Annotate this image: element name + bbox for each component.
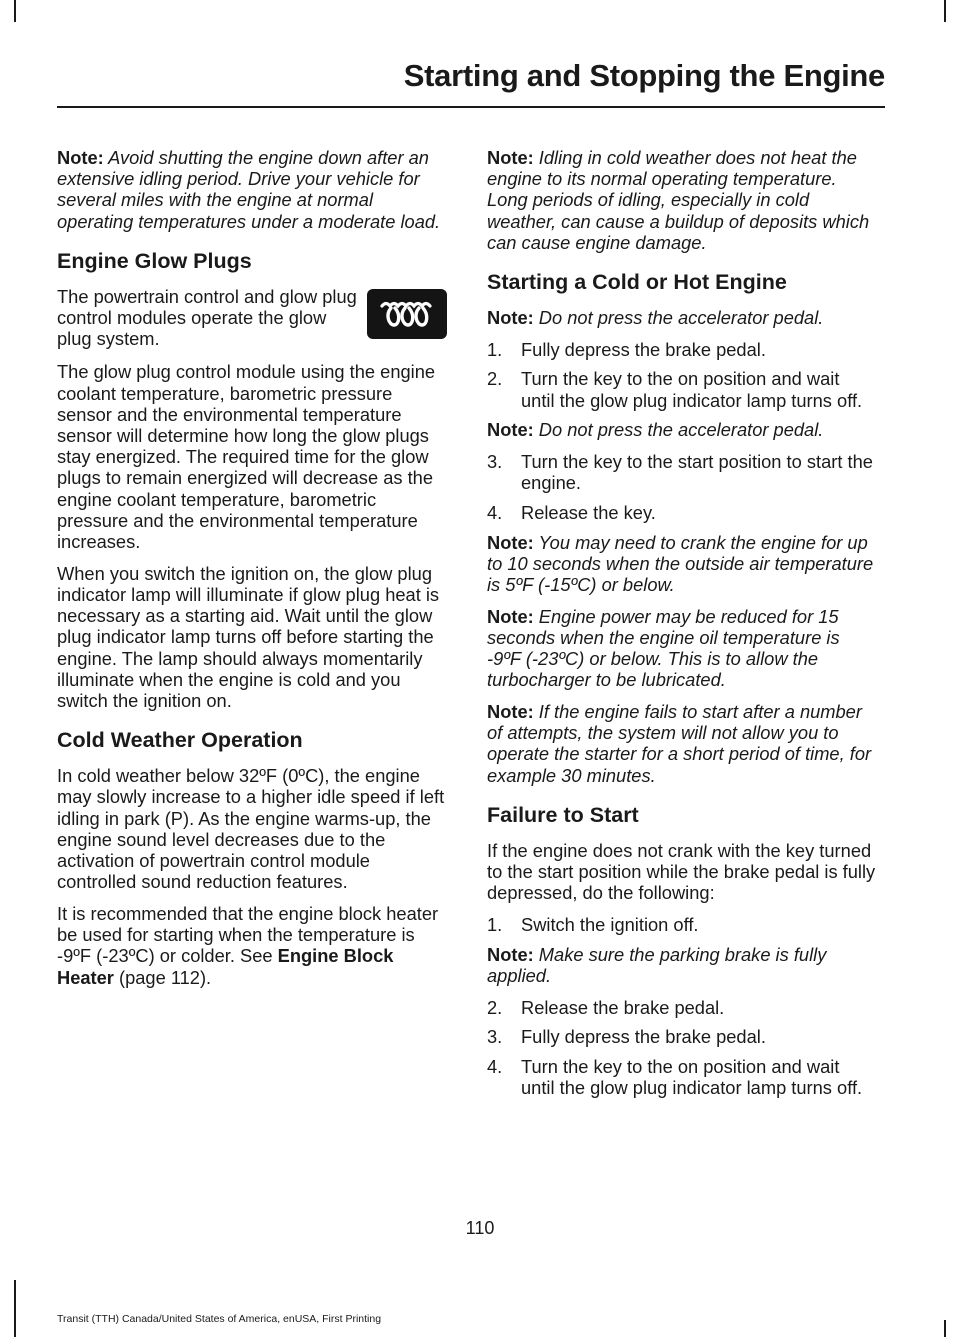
- failure-steps-list-b: [487, 997, 877, 1099]
- crop-mark: [944, 0, 946, 22]
- list-item: 3. Fully depress the brake pedal.: [487, 1026, 766, 1048]
- section-heading-cold-weather: Cold Weather Operation: [57, 728, 303, 753]
- glow-plug-intro: [57, 286, 447, 350]
- note-accelerator-2: Note: Do not press the accelerator pedal.: [487, 419, 824, 441]
- section-heading-starting: Starting a Cold or Hot Engine: [487, 270, 787, 295]
- note-engine-power: Note: Engine power may be reduced for 15 seconds when the engine oil temperature is -9ºF (-23ºC) or below. This is to allow the turbocharger to be lubricated.: [487, 605, 840, 691]
- note-accelerator-1: Note: Do not press the accelerator pedal.: [487, 307, 824, 329]
- list-item: 4. Turn the key to the on position and wait until the glow plug indicator lamp turns off.: [487, 1056, 863, 1099]
- list-item: 2. Turn the key to the on position and wait until the glow plug indicator lamp turns off.: [487, 368, 863, 411]
- note-shutdown: Note: Avoid shutting the engine down after an extensive idling period. Drive your vehicle for several miles with the engine at normal operating temperatures under a moderate load.: [57, 147, 441, 232]
- note-starter-lockout: Note: If the engine fails to start after a number of attempts, the system will not allow you to operate the starter for a short period of time, for example 30 minutes.: [487, 701, 872, 786]
- right-column: [487, 147, 877, 1107]
- glow-plug-intro-text: The powertrain control and glow plug control modules operate the glow plug system.: [57, 285, 357, 350]
- crop-mark: [944, 1320, 946, 1337]
- list-item: 4. Release the key.: [487, 501, 656, 523]
- list-item: 1. Switch the ignition off.: [487, 913, 699, 935]
- engine-block-heater-link[interactable]: Engine Block Heater: [57, 945, 394, 988]
- glow-plug-paragraph-2: When you switch the ignition on, the glow plug indicator lamp will illuminate if glow plug heat is necessary as a starting aid. Wait until the glow plug indicator lamp turns off before starting the engine. The lamp should always momentarily illuminate when the engine is cold and you switch the ignition on.: [57, 562, 440, 711]
- section-heading-failure-to-start: Failure to Start: [487, 802, 639, 827]
- page-number: 110: [465, 1218, 495, 1238]
- footer-text: Transit (TTH) Canada/United States of America, enUSA, First Printing: [57, 1313, 382, 1325]
- note-idling: Note: Idling in cold weather does not heat the engine to its normal operating temperature. Long periods of idling, especially in cold weather, can cause a buildup of deposits which can cause engine damage.: [487, 147, 870, 253]
- cold-weather-paragraph-2: It is recommended that the engine block heater be used for starting when the temperature is -9ºF (-23ºC) or colder. See Engine Block Heater (page 112).: [57, 902, 439, 988]
- list-item: 3. Turn the key to the start position to start the engine.: [487, 451, 873, 494]
- crop-mark: [14, 0, 16, 22]
- header-divider: [57, 106, 885, 108]
- glow-plug-indicator-icon: [367, 289, 447, 339]
- glow-plug-paragraph-1: The glow plug control module using the engine coolant temperature, barometric pressure sensor and the environmental temperature sensor will determine how long the glow plugs stay energized. The required time for the glow plugs to remain energized will decrease as the engine coolant temperature, barometric pressure and the environmental temperature increases.: [57, 361, 436, 553]
- page-title: Starting and Stopping the Engine: [403, 58, 885, 93]
- crop-mark: [14, 1280, 16, 1337]
- note-parking-brake: Note: Make sure the parking brake is fully applied.: [487, 943, 827, 986]
- left-column: [57, 147, 447, 998]
- cold-weather-paragraph-1: In cold weather below 32ºF (0ºC), the engine may slowly increase to a higher idle speed if left idling in park (P). As the engine warms-up, the engine sound level decreases due to the activation of powertrain control module controlled sound reduction features.: [57, 765, 445, 893]
- start-steps-list-a: [487, 339, 877, 411]
- list-item: 1. Fully depress the brake pedal.: [487, 338, 766, 360]
- failure-paragraph: If the engine does not crank with the key turned to the start position while the brake pedal is fully depressed, do the following:: [487, 839, 876, 904]
- start-steps-list-b: [487, 451, 877, 523]
- note-crank-time: Note: You may need to crank the engine for up to 10 seconds when the outside air temperature is 5ºF (-15ºC) or below.: [487, 531, 874, 596]
- failure-steps-list-a: [487, 914, 877, 935]
- section-heading-glow-plugs: Engine Glow Plugs: [57, 248, 252, 273]
- list-item: 2. Release the brake pedal.: [487, 996, 725, 1018]
